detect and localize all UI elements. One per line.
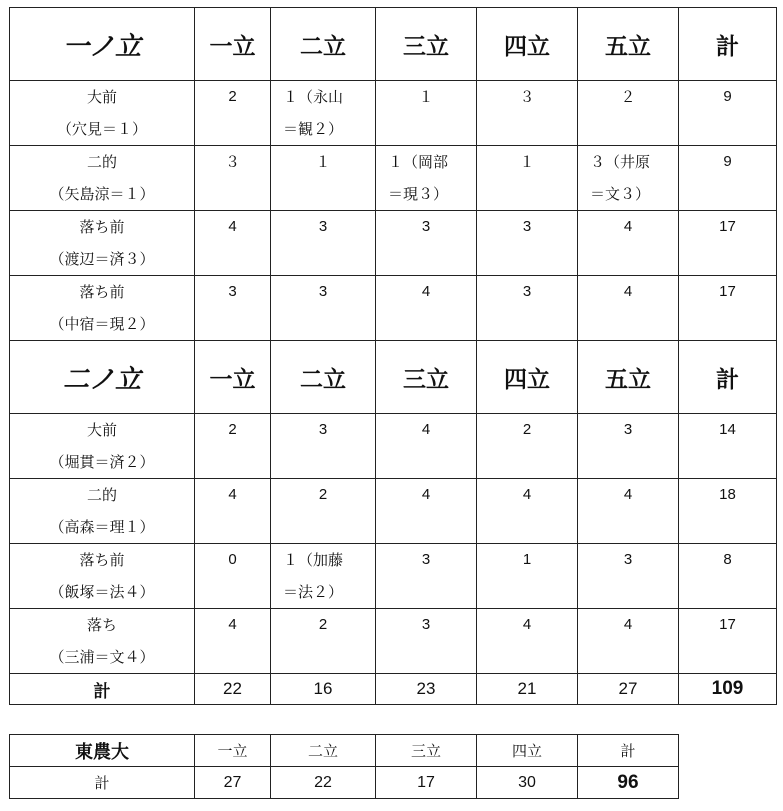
round-score bbox=[578, 146, 679, 211]
round-score bbox=[195, 146, 271, 211]
round-score bbox=[477, 211, 578, 276]
column-header-round: 二立 bbox=[271, 341, 376, 414]
substitution-note: ＝現３） bbox=[388, 185, 449, 203]
round-score bbox=[477, 276, 578, 341]
score-line: １ bbox=[519, 153, 535, 171]
archer-name: （飯塚＝法４） bbox=[49, 583, 155, 601]
score-line: 4 bbox=[228, 616, 237, 633]
archer-row bbox=[10, 276, 777, 341]
round-score bbox=[271, 544, 376, 609]
score-line: 3 bbox=[421, 616, 431, 633]
score-table bbox=[9, 7, 777, 705]
archer-cell bbox=[10, 609, 195, 674]
score-line: 4 bbox=[623, 283, 633, 300]
archer-row bbox=[10, 81, 777, 146]
round-score bbox=[578, 479, 679, 544]
summary-header-1: 一立 bbox=[195, 735, 271, 767]
round-score bbox=[376, 414, 477, 479]
score-line: 4 bbox=[623, 616, 633, 633]
summary-value-2: 22 bbox=[271, 767, 376, 799]
round-score bbox=[477, 81, 578, 146]
substitution-note: ＝法２） bbox=[283, 583, 344, 601]
score-line: 4 bbox=[421, 421, 431, 438]
score-line: 3 bbox=[522, 283, 532, 300]
archer-row bbox=[10, 479, 777, 544]
score-line: 3 bbox=[318, 421, 328, 438]
score-line: 3 bbox=[623, 551, 633, 568]
round-score bbox=[376, 609, 477, 674]
summary-header-row bbox=[10, 735, 679, 767]
score-line: 17 bbox=[719, 218, 736, 235]
score-line: 2 bbox=[318, 486, 328, 503]
score-line: 0 bbox=[228, 551, 237, 568]
archer-total bbox=[679, 211, 777, 276]
round-score bbox=[477, 414, 578, 479]
summary-team-name: 東農大 bbox=[10, 735, 195, 767]
score-line: 4 bbox=[421, 283, 431, 300]
score-line: 4 bbox=[522, 616, 532, 633]
archer-position: 大前 bbox=[86, 88, 117, 106]
column-header-total: 計 bbox=[679, 8, 777, 81]
round-score bbox=[477, 544, 578, 609]
column-header-total: 計 bbox=[679, 341, 777, 414]
score-line: 8 bbox=[723, 551, 732, 568]
round-score bbox=[477, 146, 578, 211]
score-line: １ bbox=[315, 153, 331, 171]
summary-total-row bbox=[10, 767, 679, 799]
summary-value-4: 30 bbox=[477, 767, 578, 799]
round-score bbox=[195, 609, 271, 674]
score-line: ３ bbox=[519, 88, 535, 106]
round-score bbox=[195, 211, 271, 276]
round-score bbox=[271, 479, 376, 544]
score-line: 3 bbox=[318, 218, 328, 235]
round-score bbox=[578, 276, 679, 341]
archer-name: （矢島涼＝１） bbox=[49, 185, 155, 203]
stand-header-row bbox=[10, 8, 777, 81]
column-header-round: 一立 bbox=[195, 341, 271, 414]
archer-row bbox=[10, 414, 777, 479]
stand-label: 二ノ立 bbox=[10, 341, 195, 414]
column-header-round: 四立 bbox=[477, 8, 578, 81]
archer-position: 二的 bbox=[86, 153, 117, 171]
round-score bbox=[477, 479, 578, 544]
round-score bbox=[376, 146, 477, 211]
score-line: 17 bbox=[719, 283, 736, 300]
score-line: １ bbox=[418, 88, 434, 106]
score-line: 4 bbox=[623, 218, 633, 235]
score-line: 4 bbox=[623, 486, 633, 503]
round-score bbox=[578, 544, 679, 609]
summary-table bbox=[9, 734, 679, 799]
archer-total bbox=[679, 479, 777, 544]
score-line: ３（井原 bbox=[590, 153, 651, 171]
round-total: 22 bbox=[195, 674, 271, 705]
archer-name: （中宿＝現２） bbox=[49, 315, 155, 333]
archer-cell bbox=[10, 81, 195, 146]
score-line: ２ bbox=[620, 88, 636, 106]
archer-row bbox=[10, 544, 777, 609]
archer-position: 落ち前 bbox=[79, 551, 125, 569]
archer-total bbox=[679, 276, 777, 341]
substitution-note: ＝文３） bbox=[590, 185, 651, 203]
score-table-body bbox=[10, 8, 777, 705]
round-score bbox=[195, 544, 271, 609]
round-score bbox=[271, 146, 376, 211]
round-score bbox=[578, 414, 679, 479]
archer-cell bbox=[10, 211, 195, 276]
score-line: 9 bbox=[723, 153, 732, 170]
summary-value-1: 27 bbox=[195, 767, 271, 799]
score-line: 2 bbox=[228, 421, 237, 438]
score-line: 2 bbox=[228, 88, 237, 105]
round-score bbox=[195, 479, 271, 544]
summary-row-label: 計 bbox=[10, 767, 195, 799]
column-header-round: 二立 bbox=[271, 8, 376, 81]
score-line: 4 bbox=[228, 218, 237, 235]
archer-position: 落ち前 bbox=[79, 283, 125, 301]
stand-label: 一ノ立 bbox=[10, 8, 195, 81]
score-line: 14 bbox=[719, 421, 736, 438]
round-score bbox=[578, 211, 679, 276]
score-line: １（岡部 bbox=[388, 153, 449, 171]
archer-position: 落ち前 bbox=[79, 218, 125, 236]
round-score bbox=[376, 544, 477, 609]
column-header-round: 五立 bbox=[578, 8, 679, 81]
score-line: 3 bbox=[623, 421, 633, 438]
round-score bbox=[376, 479, 477, 544]
score-line: 3 bbox=[522, 218, 532, 235]
substitution-note: ＝観２） bbox=[283, 120, 344, 138]
score-line: 4 bbox=[522, 486, 532, 503]
round-score bbox=[376, 276, 477, 341]
archer-name: （穴見＝１） bbox=[56, 120, 147, 138]
summary-header-4: 四立 bbox=[477, 735, 578, 767]
score-line: １（加藤 bbox=[283, 551, 344, 569]
archer-name: （高森＝理１） bbox=[49, 518, 155, 536]
archer-total bbox=[679, 81, 777, 146]
round-score bbox=[376, 81, 477, 146]
archer-total bbox=[679, 146, 777, 211]
score-line: 17 bbox=[719, 616, 736, 633]
archer-name: （三浦＝文４） bbox=[49, 648, 155, 666]
score-line: 3 bbox=[421, 218, 431, 235]
archer-total bbox=[679, 414, 777, 479]
round-total: 27 bbox=[578, 674, 679, 705]
total-label: 計 bbox=[10, 674, 195, 705]
score-line: 3 bbox=[421, 551, 431, 568]
archer-row bbox=[10, 211, 777, 276]
summary-header-2: 二立 bbox=[271, 735, 376, 767]
archer-total bbox=[679, 609, 777, 674]
archer-row bbox=[10, 146, 777, 211]
round-score bbox=[376, 211, 477, 276]
summary-header-3: 三立 bbox=[376, 735, 477, 767]
column-header-round: 五立 bbox=[578, 341, 679, 414]
round-score bbox=[271, 414, 376, 479]
round-total: 23 bbox=[376, 674, 477, 705]
archer-cell bbox=[10, 414, 195, 479]
round-score bbox=[271, 276, 376, 341]
archer-name: （堀貫＝済２） bbox=[49, 453, 155, 471]
archer-row bbox=[10, 609, 777, 674]
round-total: 21 bbox=[477, 674, 578, 705]
archer-total bbox=[679, 544, 777, 609]
score-line: 2 bbox=[522, 421, 532, 438]
round-score bbox=[271, 81, 376, 146]
round-score bbox=[578, 81, 679, 146]
score-line: １（永山 bbox=[283, 88, 344, 106]
grand-total: 109 bbox=[679, 674, 777, 705]
archer-cell bbox=[10, 146, 195, 211]
round-score bbox=[195, 276, 271, 341]
round-score bbox=[271, 211, 376, 276]
column-header-round: 三立 bbox=[376, 341, 477, 414]
archer-name: （渡辺＝済３） bbox=[49, 250, 155, 268]
summary-grand-total: 96 bbox=[578, 767, 679, 799]
round-score bbox=[477, 609, 578, 674]
score-line: 4 bbox=[421, 486, 431, 503]
score-line: 3 bbox=[228, 283, 237, 300]
grand-total-row bbox=[10, 674, 777, 705]
round-score bbox=[195, 414, 271, 479]
stand-header-row bbox=[10, 341, 777, 414]
summary-value-3: 17 bbox=[376, 767, 477, 799]
archer-position: 大前 bbox=[86, 421, 117, 439]
round-score bbox=[271, 609, 376, 674]
round-score bbox=[578, 609, 679, 674]
archer-cell bbox=[10, 276, 195, 341]
column-header-round: 四立 bbox=[477, 341, 578, 414]
round-score bbox=[195, 81, 271, 146]
column-header-round: 一立 bbox=[195, 8, 271, 81]
score-line: 9 bbox=[723, 88, 732, 105]
score-line: ３ bbox=[224, 153, 240, 171]
score-line: 3 bbox=[318, 283, 328, 300]
archer-cell bbox=[10, 479, 195, 544]
round-total: 16 bbox=[271, 674, 376, 705]
score-line: 4 bbox=[228, 486, 237, 503]
summary-header-total: 計 bbox=[578, 735, 679, 767]
archer-position: 落ち bbox=[86, 616, 117, 634]
score-line: 2 bbox=[318, 616, 328, 633]
archer-cell bbox=[10, 544, 195, 609]
archer-position: 二的 bbox=[86, 486, 117, 504]
score-line: 1 bbox=[522, 551, 532, 568]
score-line: 18 bbox=[719, 486, 736, 503]
column-header-round: 三立 bbox=[376, 8, 477, 81]
